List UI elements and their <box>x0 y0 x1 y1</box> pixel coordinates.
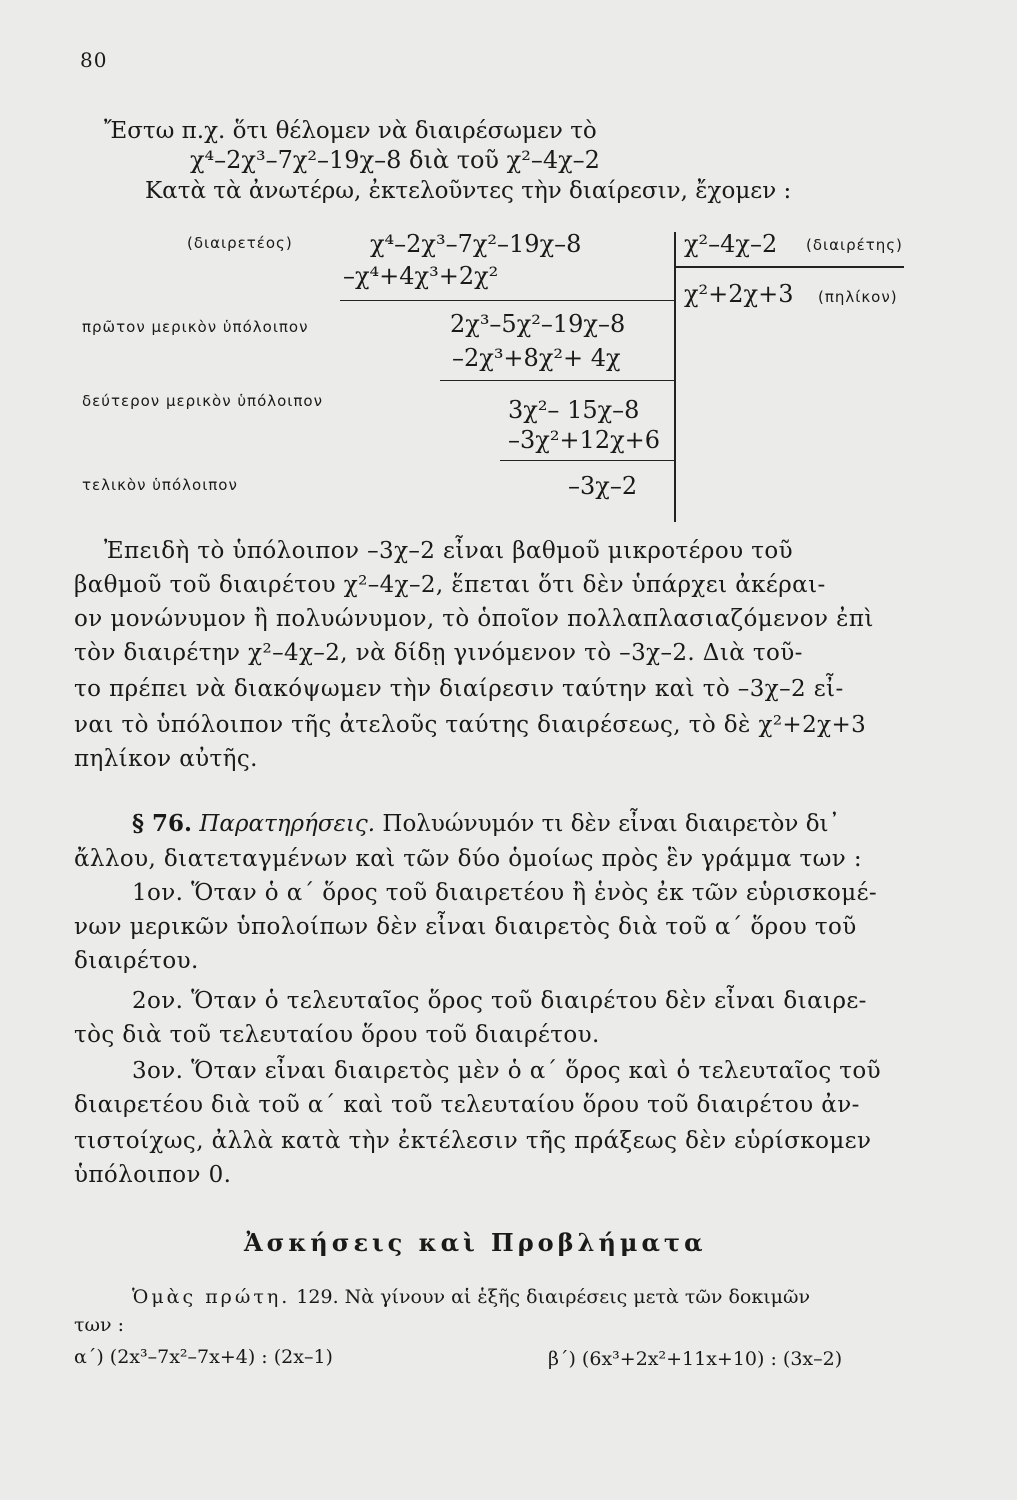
explanation-line-6: ναι τὸ ὑπόλοιπον τῆς ἀτελοῦς ταύτης διαιρέσεως, τὸ δὲ χ²+2χ+3 <box>74 712 867 738</box>
divisor-underline <box>674 266 904 268</box>
item-2-line-1: 2ον. Ὅταν ὁ τελευταῖος ὅρος τοῦ διαιρέτου δὲν εἶναι διαιρε- <box>132 988 867 1014</box>
item-1-line-1: 1ον. Ὅταν ὁ α΄ ὅρος τοῦ διαιρετέου ἢ ἑνὸς ἐκ τῶν εὑρισκομέ- <box>132 880 878 906</box>
page-number: 80 <box>80 48 108 72</box>
section-number: § 76. <box>132 810 193 837</box>
item-3-line-4: ὑπόλοιπον 0. <box>74 1162 232 1188</box>
exercises-heading: Ἀσκήσεις καὶ Προβλήματα <box>244 1228 707 1257</box>
division-vertical-rule <box>674 232 676 522</box>
item-2-line-2: τὸς διὰ τοῦ τελευταίου ὅρου τοῦ διαιρέτου. <box>74 1022 600 1048</box>
group-label: Ὁμὰς πρώτη. <box>132 1286 291 1308</box>
division-step-1: –χ⁴+4χ³+2χ² <box>343 262 499 290</box>
division-step-2: –2χ³+8χ²+ 4χ <box>452 344 621 372</box>
final-remainder-label: τελικὸν ὑπόλοιπον <box>82 476 238 494</box>
remainder-2: 3χ²– 15χ–8 <box>508 396 640 424</box>
item-1-line-2: νων μερικῶν ὑπολοίπων δὲν εἶναι διαιρετὸς διὰ τοῦ α΄ ὅρου τοῦ <box>74 914 857 940</box>
exercise-a: α΄) (2x³–7x²–7x+4) : (2x–1) <box>74 1346 333 1368</box>
division-step-3: –3χ²+12χ+6 <box>508 426 661 454</box>
explanation-line-4: τὸν διαιρέτην χ²–4χ–2, νὰ δίδῃ γινόμενον τὸ –3χ–2. Διὰ τοῦ- <box>74 640 803 666</box>
exercise-129-text: 129. Νὰ γίνουν αἱ ἑξῆς διαιρέσεις μετὰ τῶν δοκιμῶν <box>296 1286 811 1308</box>
remainder-1-label: πρῶτον μερικὸν ὑπόλοιπον <box>82 318 309 336</box>
exercises-intro <box>132 1286 810 1308</box>
section-76-heading <box>132 810 840 837</box>
item-3-line-3: τιστοίχως, ἀλλὰ κατὰ τὴν ἐκτέλεσιν τῆς πράξεως δὲν εὑρίσκομεν <box>74 1128 872 1154</box>
section-line-2: ἄλλου, διατεταγμένων καὶ τῶν δύο ὁμοίως πρὸς ἓν γράμμα των : <box>74 846 863 872</box>
division-rule-2 <box>440 380 674 381</box>
intro-line-2: χ⁴–2χ³–7χ²–19χ–8 διὰ τοῦ χ²–4χ–2 <box>190 146 600 174</box>
dividend: χ⁴–2χ³–7χ²–19χ–8 <box>370 230 582 258</box>
explanation-line-2: βαθμοῦ τοῦ διαιρέτου χ²–4χ–2, ἕπεται ὅτι δὲν ὑπάρχει ἀκέραι- <box>74 572 826 598</box>
quotient: χ²+2χ+3 <box>684 280 794 308</box>
divisor-label: (διαιρέτης) <box>806 236 903 254</box>
final-remainder: –3χ–2 <box>568 472 638 500</box>
division-rule-3 <box>500 460 674 461</box>
item-1-line-3: διαιρέτου. <box>74 948 199 974</box>
explanation-line-3: ον μονώνυμον ἢ πολυώνυμον, τὸ ὁποῖον πολλαπλασιαζόμενον ἐπὶ <box>74 606 874 632</box>
item-3-line-1: 3ον. Ὅταν εἶναι διαιρετὸς μὲν ὁ α΄ ὅρος καὶ ὁ τελευταῖος τοῦ <box>132 1058 882 1084</box>
explanation-line-5: το πρέπει νὰ διακόψωμεν τὴν διαίρεσιν ταύτην καὶ τὸ –3χ–2 εἶ- <box>74 676 844 702</box>
item-3-line-2: διαιρετέου διὰ τοῦ α΄ καὶ τοῦ τελευταίου ὅρου τοῦ διαιρέτου ἀν- <box>74 1092 860 1118</box>
intro-line-1: Ἔστω π.χ. ὅτι θέλομεν νὰ διαιρέσωμεν τὸ <box>104 118 597 144</box>
remainder-1: 2χ³–5χ²–19χ–8 <box>450 310 626 338</box>
intro-line-3: Κατὰ τὰ ἀνωτέρω, ἐκτελοῦντες τὴν διαίρεσιν, ἔχομεν : <box>145 178 792 204</box>
exercises-intro-line-2: των : <box>74 1314 124 1336</box>
explanation-line-1: Ἐπειδὴ τὸ ὑπόλοιπον –3χ–2 εἶναι βαθμοῦ μικροτέρου τοῦ <box>104 538 793 564</box>
explanation-line-7: πηλίκον αὐτῆς. <box>74 746 258 772</box>
section-title: Παρατηρήσεις. <box>199 811 376 837</box>
dividend-label: (διαιρετέος) <box>187 234 293 252</box>
exercise-b: β΄) (6x³+2x²+11x+10) : (3x–2) <box>548 1348 843 1370</box>
divisor: χ²–4χ–2 <box>684 230 778 258</box>
quotient-label: (πηλίκον) <box>818 288 898 306</box>
section-line-1-rest: Πολυώνυμόν τι δὲν εἶναι διαιρετὸν δι᾽ <box>382 811 841 837</box>
division-rule-1 <box>340 300 674 301</box>
remainder-2-label: δεύτερον μερικὸν ὑπόλοιπον <box>82 392 323 410</box>
